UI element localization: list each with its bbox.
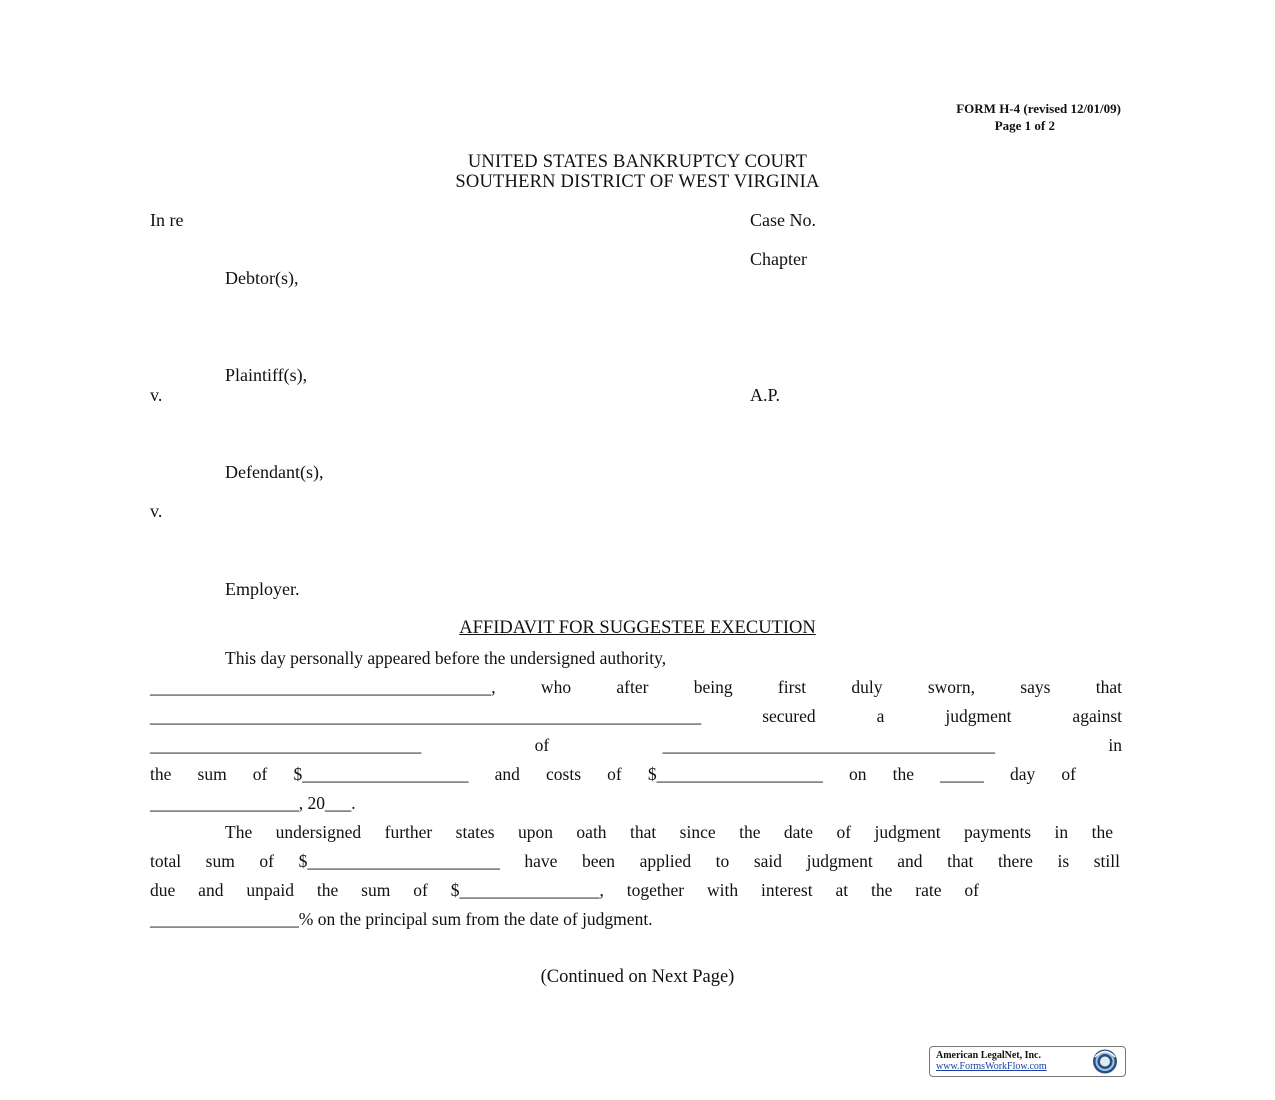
page-indicator: Page 1 of 2: [994, 118, 1055, 133]
plaintiffs-label: Plaintiff(s),: [225, 365, 308, 385]
footer-badge[interactable]: [929, 1046, 1126, 1077]
debtors-label: Debtor(s),: [225, 268, 299, 288]
paragraph-2-line-2: total sum of $______________________ have been applied to said judgment and that there is still: [150, 851, 1120, 871]
paragraph-1-line-5: the sum of $___________________ and costs of $___________________ on the _____ day of: [150, 764, 1076, 784]
court-name: UNITED STATES BANKRUPTCY COURT: [467, 152, 808, 172]
paragraph-1-line-6: _________________, 20___.: [150, 793, 356, 813]
document-title: AFFIDAVIT FOR SUGGESTEE EXECUTION: [459, 618, 816, 638]
court-heading: [0, 152, 1275, 192]
paragraph-2-line-1: The undersigned further states upon oath that since the date of judgment payments in the: [225, 822, 1113, 842]
employer-label: Employer.: [225, 579, 300, 599]
case-no-label: Case No.: [750, 210, 816, 230]
continued-note: (Continued on Next Page): [540, 967, 735, 987]
paragraph-1-line-1: This day personally appeared before the undersigned authority,: [225, 648, 667, 668]
form-header: [956, 100, 1121, 134]
court-district: SOUTHERN DISTRICT OF WEST VIRGINIA: [455, 172, 820, 192]
chapter-label: Chapter: [750, 249, 807, 269]
ap-label: A.P.: [750, 385, 781, 405]
in-re-label: In re: [150, 210, 184, 230]
badge-site-link[interactable]: www.FormsWorkFlow.com: [936, 1061, 1047, 1072]
paragraph-2-line-3: due and unpaid the sum of $________________, together with interest at the rate of: [150, 880, 979, 900]
paragraph-1-line-3: _______________________________________________________________ secured a judgment against: [150, 706, 1122, 726]
paragraph-1-line-2: _______________________________________, who after being first duly sworn, says that: [150, 677, 1122, 697]
versus-label-2: v.: [150, 501, 163, 521]
legalnet-logo-icon: [1088, 1048, 1122, 1075]
form-number: FORM H-4 (revised 12/01/09): [956, 101, 1121, 116]
paragraph-2-line-4: _________________% on the principal sum from the date of judgment.: [150, 909, 653, 929]
versus-label-1: v.: [150, 385, 163, 405]
defendants-label: Defendant(s),: [225, 462, 324, 482]
badge-brand: American LegalNet, Inc.: [936, 1050, 1041, 1061]
paragraph-1-line-4: _______________________________ of ______________________________________ in: [150, 735, 1122, 755]
